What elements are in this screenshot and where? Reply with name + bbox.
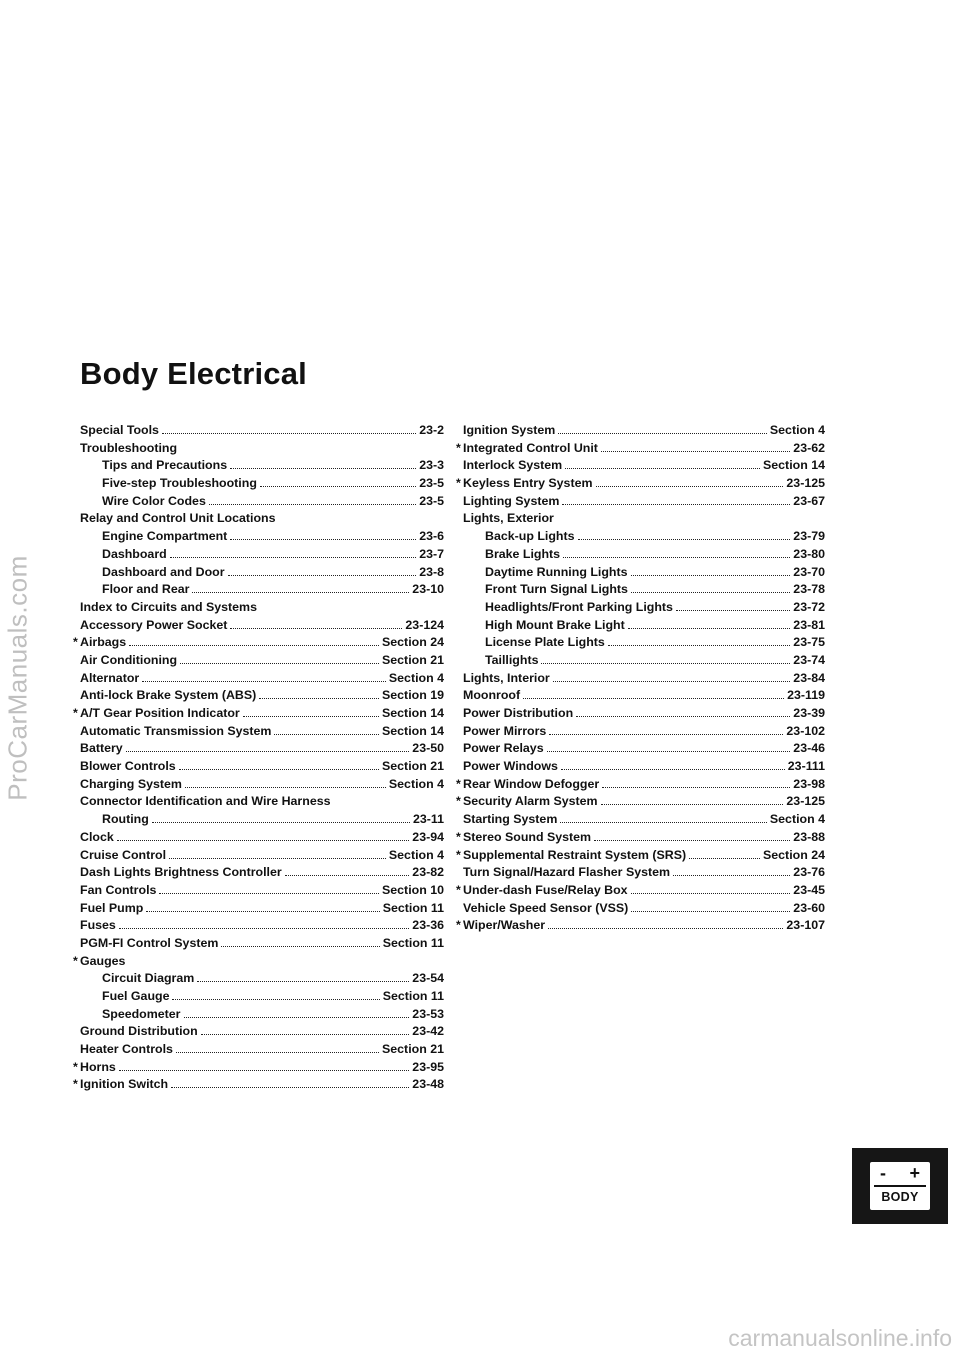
entry-label: Power Mirrors — [463, 723, 547, 738]
entry-page: 23-125 — [786, 476, 825, 491]
dot-leader — [676, 601, 790, 611]
toc-entry — [80, 581, 444, 599]
entry-label: Routing — [102, 812, 149, 827]
dot-leader — [561, 760, 785, 770]
toc-entry: * Rear Window Defogger 23-98 — [463, 776, 825, 794]
entry-label: Taillights — [485, 652, 539, 667]
toc-entry — [463, 705, 825, 723]
toc-right-column — [456, 422, 825, 935]
entry-page: Section 21 — [382, 759, 444, 774]
dot-leader — [221, 937, 379, 947]
dot-leader — [631, 566, 791, 576]
toc-entry — [80, 564, 444, 582]
dot-leader — [243, 707, 379, 717]
entry-label: Fuel Gauge — [102, 989, 170, 1003]
entry-page: Section 14 — [382, 723, 444, 738]
toc-entry — [80, 422, 444, 440]
entry-page: 23-88 — [793, 829, 825, 844]
entry-page: 23-81 — [793, 617, 825, 632]
toc-entry — [80, 740, 444, 758]
dot-leader — [560, 813, 767, 823]
toc-entry: * Integrated Control Unit 23-62 — [463, 440, 825, 458]
dot-leader — [547, 742, 791, 752]
entry-label: Under-dash Fuse/Relay Box — [463, 882, 628, 897]
dot-leader — [184, 1008, 410, 1018]
toc-entry — [80, 670, 444, 688]
entry-page: Section 21 — [382, 1042, 444, 1057]
toc-entry — [80, 1023, 444, 1041]
dot-leader — [209, 495, 416, 505]
dot-leader — [162, 424, 416, 434]
entry-page: Section 11 — [382, 989, 444, 1003]
dot-leader — [179, 760, 379, 770]
entry-label: Wire Color Codes — [102, 493, 206, 508]
entry-page: 23-39 — [793, 706, 825, 720]
footer-watermark: carmanualsonline.info — [728, 1325, 952, 1351]
dot-leader — [230, 619, 402, 629]
body-section-badge — [852, 1148, 948, 1224]
toc-entry — [463, 634, 825, 652]
entry-label: License Plate Lights — [485, 635, 605, 650]
toc-entry: * Keyless Entry System 23-125 — [463, 475, 825, 493]
entry-label: Daytime Running Lights — [485, 564, 628, 579]
dot-leader — [563, 548, 790, 558]
toc-entry — [80, 457, 444, 475]
entry-page: 23-5 — [419, 476, 444, 491]
entry-label: Speedometer — [102, 1006, 181, 1021]
entry-page: 23-95 — [412, 1059, 444, 1074]
entry-label: Engine Compartment — [102, 529, 228, 544]
dot-leader — [602, 778, 790, 788]
entry-page: 23-80 — [793, 546, 825, 561]
toc-entry — [80, 1041, 444, 1059]
entry-label: Floor and Rear — [102, 582, 190, 597]
entry-label: Battery — [80, 741, 123, 756]
entry-label: Back-up Lights — [485, 529, 575, 544]
entry-page: Section 4 — [388, 776, 444, 791]
entry-label: Air Conditioning — [80, 652, 178, 667]
toc-entry — [80, 900, 444, 918]
entry-label: Heater Controls — [80, 1042, 173, 1057]
toc-entry: * Security Alarm System 23-125 — [463, 793, 825, 811]
dot-leader — [146, 902, 379, 912]
entry-page: 23-78 — [793, 582, 825, 597]
entry-page: Section 14 — [763, 458, 825, 473]
dot-leader — [192, 583, 409, 593]
entry-label: Vehicle Speed Sensor (VSS) — [463, 900, 629, 915]
entry-page: Section 21 — [382, 652, 444, 667]
entry-page: 23-48 — [412, 1077, 444, 1092]
entry-label: Ignition Switch — [80, 1077, 169, 1092]
dot-leader — [230, 459, 416, 469]
toc-entry — [463, 864, 825, 882]
entry-page: 23-8 — [419, 564, 444, 579]
toc-entry: * A/T Gear Position Indicator Section 14 — [80, 705, 444, 723]
toc-entry — [463, 811, 825, 829]
entry-label: A/T Gear Position Indicator — [80, 706, 240, 720]
dot-leader — [197, 972, 409, 982]
entry-label: Ignition System — [463, 423, 556, 437]
entry-page: 23-74 — [793, 652, 825, 667]
toc-entry — [80, 1006, 444, 1024]
toc-entry — [80, 864, 444, 882]
toc-entry — [463, 528, 825, 546]
entry-page: 23-62 — [793, 440, 825, 455]
toc-entry — [80, 599, 444, 617]
entry-label: Alternator — [80, 670, 140, 685]
dot-leader — [230, 530, 416, 540]
dot-leader — [541, 654, 790, 664]
entry-label: Connector Identification and Wire Harness — [80, 794, 331, 809]
toc-entry — [80, 988, 444, 1006]
dot-leader — [228, 566, 417, 576]
entry-page: Section 11 — [382, 900, 444, 915]
entry-label: Ground Distribution — [80, 1024, 198, 1039]
entry-page: 23-54 — [412, 971, 444, 986]
entry-label: Dashboard — [102, 546, 167, 561]
dot-leader — [596, 477, 784, 487]
toc-entry — [80, 793, 444, 811]
toc-entry: * Under-dash Fuse/Relay Box 23-45 — [463, 882, 825, 900]
entry-page: 23-84 — [793, 670, 825, 685]
entry-label: Relay and Control Unit Locations — [80, 511, 276, 526]
dot-leader — [119, 919, 409, 929]
entry-page: Section 14 — [382, 706, 444, 720]
dot-leader — [126, 742, 410, 752]
entry-label: Keyless Entry System — [463, 476, 593, 491]
toc-entry — [80, 440, 444, 458]
entry-page: 23-111 — [787, 759, 825, 774]
dot-leader — [117, 831, 410, 841]
entry-page: 23-5 — [419, 493, 444, 508]
entry-label: Turn Signal/Hazard Flasher System — [463, 865, 671, 880]
toc-entry — [80, 510, 444, 528]
entry-page: 23-3 — [419, 458, 444, 473]
entry-page: 23-60 — [793, 900, 825, 915]
entry-page: 23-42 — [412, 1024, 444, 1039]
toc-entry — [463, 457, 825, 475]
entry-page: 23-79 — [793, 529, 825, 544]
dot-leader — [576, 707, 790, 717]
entry-page: Section 19 — [382, 688, 444, 703]
entry-page: 23-70 — [793, 564, 825, 579]
toc-entry — [80, 528, 444, 546]
entry-label: Airbags — [80, 635, 127, 650]
dot-leader — [628, 619, 791, 629]
entry-label: Tips and Precautions — [102, 458, 228, 473]
dot-leader — [601, 442, 790, 452]
dot-leader — [260, 477, 416, 487]
battery-divider — [874, 1185, 926, 1187]
entry-label: Accessory Power Socket — [80, 617, 228, 632]
entry-label: Integrated Control Unit — [463, 440, 598, 455]
entry-label: Fuses — [80, 918, 116, 933]
entry-label: Power Windows — [463, 759, 558, 774]
toc-entry — [80, 970, 444, 988]
toc-entry — [80, 829, 444, 847]
entry-label: Dashboard and Door — [102, 564, 225, 579]
dot-leader — [159, 884, 379, 894]
dot-leader — [176, 1043, 379, 1053]
toc-left-column — [73, 422, 444, 1094]
entry-label: Five-step Troubleshooting — [102, 476, 257, 491]
entry-label: Power Distribution — [463, 706, 574, 720]
dot-leader — [172, 990, 379, 1000]
toc-entry — [80, 917, 444, 935]
toc-entry: * Ignition Switch 23-48 — [80, 1076, 444, 1094]
entry-page: 23-102 — [786, 723, 825, 738]
entry-label: Clock — [80, 829, 114, 844]
dot-leader — [274, 725, 379, 735]
entry-page: 23-72 — [793, 599, 825, 614]
entry-page: Section 10 — [382, 882, 444, 897]
entry-page: 23-2 — [419, 423, 444, 437]
entry-label: Security Alarm System — [463, 794, 598, 809]
toc-entry — [463, 510, 825, 528]
dot-leader — [565, 459, 760, 469]
side-watermark-text: ProCarManuals.com — [2, 555, 33, 801]
toc-entry — [80, 882, 444, 900]
dot-leader — [152, 813, 410, 823]
entry-page: 23-45 — [793, 882, 825, 897]
dot-leader — [171, 1078, 409, 1088]
dot-leader — [185, 778, 386, 788]
toc-entry — [80, 546, 444, 564]
dot-leader — [631, 884, 791, 894]
toc-entry — [80, 935, 444, 953]
entry-label: Starting System — [463, 812, 558, 827]
dot-leader — [608, 636, 790, 646]
dot-leader — [553, 672, 791, 682]
entry-page: 23-98 — [793, 776, 825, 791]
entry-page: 23-76 — [793, 865, 825, 880]
toc-entry — [80, 652, 444, 670]
entry-page: 23-46 — [793, 741, 825, 756]
entry-page: 23-53 — [412, 1006, 444, 1021]
dot-leader — [523, 689, 784, 699]
entry-page: 23-50 — [412, 741, 444, 756]
toc-entry: * Wiper/Washer 23-107 — [463, 917, 825, 935]
toc-entry — [463, 599, 825, 617]
entry-page: 23-124 — [405, 617, 444, 632]
entry-page: Section 11 — [382, 935, 444, 950]
toc-entry: * Gauges — [80, 953, 444, 971]
dot-leader — [142, 672, 386, 682]
dot-leader — [562, 495, 790, 505]
dot-leader — [631, 902, 790, 912]
dot-leader — [201, 1025, 410, 1035]
dot-leader — [601, 795, 784, 805]
dot-leader — [170, 548, 416, 558]
entry-page: Section 4 — [769, 812, 825, 827]
dot-leader — [549, 725, 783, 735]
entry-label: Supplemental Restraint System (SRS) — [463, 847, 687, 862]
entry-label: Lights, Exterior — [463, 511, 554, 526]
toc-entry — [463, 546, 825, 564]
entry-page: 23-67 — [793, 493, 825, 508]
toc-entry — [463, 581, 825, 599]
toc-entry — [463, 900, 825, 918]
dot-leader — [594, 831, 790, 841]
entry-page: Section 24 — [382, 635, 444, 650]
toc-entry — [80, 758, 444, 776]
entry-page: 23-6 — [419, 529, 444, 544]
entry-page: 23-107 — [786, 918, 825, 933]
toc-entry — [463, 652, 825, 670]
entry-label: Interlock System — [463, 458, 563, 473]
badge-label: BODY — [881, 1190, 919, 1204]
entry-label: Wiper/Washer — [463, 918, 546, 933]
entry-label: Brake Lights — [485, 546, 561, 561]
dot-leader — [285, 866, 410, 876]
entry-label: Lighting System — [463, 493, 560, 508]
minus-terminal: - — [880, 1163, 886, 1183]
plus-terminal: + — [909, 1163, 920, 1183]
entry-label: Cruise Control — [80, 847, 167, 862]
entry-page: 23-75 — [793, 635, 825, 650]
toc-entry — [463, 617, 825, 635]
toc-entry: * Airbags Section 24 — [80, 634, 444, 652]
dot-leader — [673, 866, 790, 876]
dot-leader — [119, 1061, 409, 1071]
entry-page: 23-36 — [412, 918, 444, 933]
entry-page: Section 4 — [769, 423, 825, 437]
entry-label: Dash Lights Brightness Controller — [80, 865, 282, 880]
side-watermark — [0, 0, 38, 1356]
entry-page: 23-125 — [786, 794, 825, 809]
toc-entry — [80, 493, 444, 511]
entry-page: 23-119 — [787, 688, 825, 703]
toc-entry — [80, 723, 444, 741]
entry-label: Blower Controls — [80, 759, 176, 774]
entry-label: Rear Window Defogger — [463, 776, 600, 791]
dot-leader — [558, 424, 767, 434]
toc-entry: * Horns 23-95 — [80, 1059, 444, 1077]
toc-entry — [463, 687, 825, 705]
battery-icon — [870, 1162, 930, 1210]
entry-page: 23-7 — [419, 546, 444, 561]
entry-page: 23-82 — [412, 865, 444, 880]
toc-entry — [463, 670, 825, 688]
toc-entry: * Stereo Sound System 23-88 — [463, 829, 825, 847]
entry-page: Section 4 — [388, 670, 444, 685]
entry-page: Section 4 — [388, 847, 444, 862]
entry-label: PGM-FI Control System — [80, 935, 219, 950]
dot-leader — [129, 636, 379, 646]
dot-leader — [169, 849, 386, 859]
page-title: Body Electrical — [80, 356, 307, 391]
entry-label: Fan Controls — [80, 882, 157, 897]
dot-leader — [578, 530, 791, 540]
toc-entry — [463, 493, 825, 511]
toc-entry — [463, 740, 825, 758]
entry-label: Front Turn Signal Lights — [485, 582, 628, 597]
entry-label: Special Tools — [80, 423, 159, 437]
toc-entry — [80, 811, 444, 829]
entry-label: Power Relays — [463, 741, 544, 756]
dot-leader — [548, 919, 783, 929]
toc-entry: * Supplemental Restraint System (SRS) Section 24 — [463, 847, 825, 865]
toc-entry — [463, 758, 825, 776]
entry-label: High Mount Brake Light — [485, 617, 625, 632]
dot-leader — [631, 583, 790, 593]
entry-label: Index to Circuits and Systems — [80, 599, 257, 614]
entry-label: Moonroof — [463, 688, 521, 703]
entry-label: Anti-lock Brake System (ABS) — [80, 688, 257, 703]
entry-label: Charging System — [80, 776, 182, 791]
toc-entry — [463, 564, 825, 582]
dot-leader — [259, 689, 379, 699]
toc-entry — [80, 617, 444, 635]
entry-label: Gauges — [80, 953, 126, 968]
dot-leader — [689, 849, 760, 859]
entry-page: 23-94 — [412, 829, 444, 844]
toc-entry — [80, 475, 444, 493]
entry-label: Automatic Transmission System — [80, 723, 272, 738]
entry-label: Circuit Diagram — [102, 971, 195, 986]
dot-leader — [180, 654, 379, 664]
entry-page: 23-11 — [412, 812, 444, 827]
entry-label: Horns — [80, 1059, 116, 1074]
entry-page: Section 24 — [763, 847, 825, 862]
entry-label: Fuel Pump — [80, 900, 144, 915]
toc-entry — [463, 723, 825, 741]
toc-entry — [80, 687, 444, 705]
toc-entry — [80, 847, 444, 865]
entry-label: Headlights/Front Parking Lights — [485, 599, 673, 614]
entry-label: Troubleshooting — [80, 440, 178, 455]
toc-entry — [80, 776, 444, 794]
toc-entry — [463, 422, 825, 440]
entry-label: Lights, Interior — [463, 670, 550, 685]
entry-page: 23-10 — [412, 582, 444, 597]
entry-label: Stereo Sound System — [463, 829, 592, 844]
